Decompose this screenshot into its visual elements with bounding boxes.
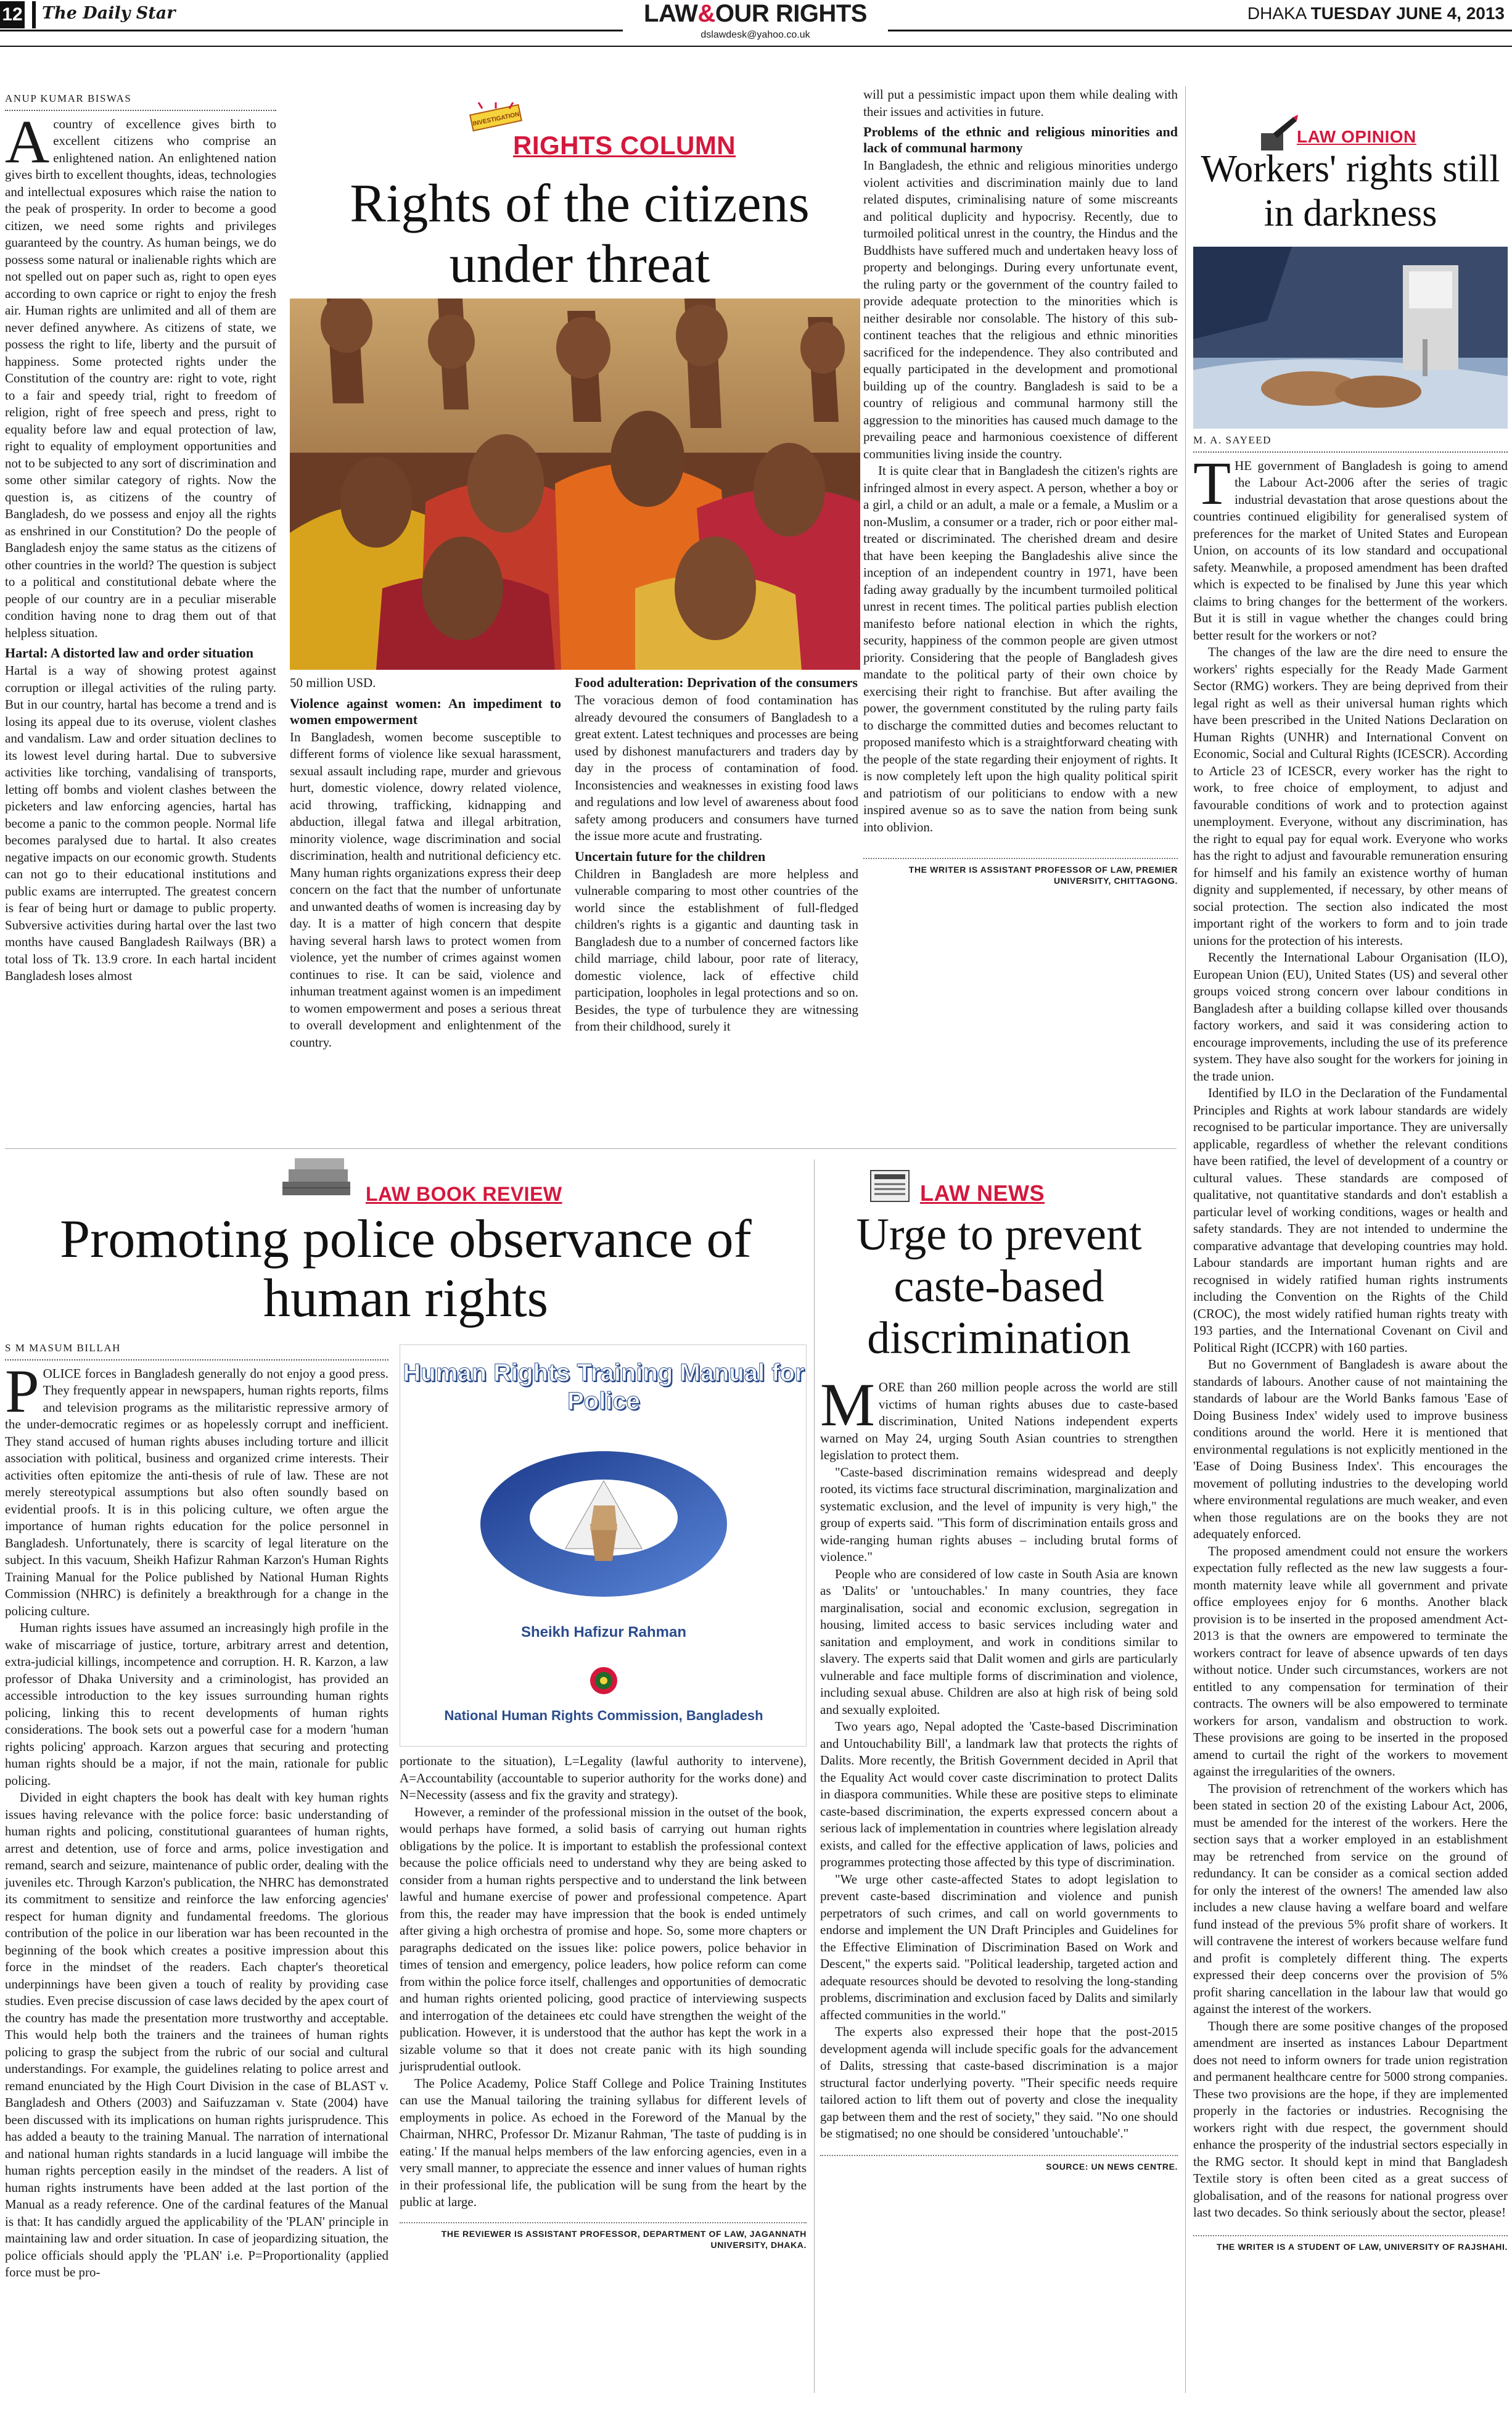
sewing-photo xyxy=(1193,247,1508,429)
writer-credit: THE WRITER IS ASSISTANT PROFESSOR OF LAW, PREMIER UNIVERSITY, CHITTAGONG. xyxy=(863,858,1178,886)
dropcap: T xyxy=(1193,448,1231,517)
paper-name: The Daily Star xyxy=(42,4,176,23)
subhead-violence: Violence against women: An impediment to women empowerment xyxy=(290,695,561,727)
book-publisher: National Human Rights Commission, Bangladesh xyxy=(444,1708,763,1723)
book-author: Sheikh Hafizur Rahman xyxy=(520,1624,687,1641)
book-review-col-2: portionate to the situation), L=Legality (lawful authority to intervene), A=Accountability (accountable to superior authority for the works done) and N=Necessity (assess and fix the gravity and strategy). However, a reminder of the professional mission in the outset of the book, would perhaps have formed, a solid basis of carrying out human rights obligations by the police. It is important to establish the professional context because the police officials need to understand why they are being asked to consider from a human rights perspective and to understand the link between lawful and humane exercise of power and professional competence. Apart from this, the reader may have impression that the book is ended untimely after giving a high orchestra of promise and hope. So, some more chapters or paragraphs dedicated on the issues like: police powers, police behavior in times of tension and emergency, police leaders, how police reform can come from within the police force itself, challenges and opportunities of democratic and human rights oriented policing, good practice of interviewing suspects and interrogation of the detainees etc could have strengthen the weight of the publication. However, it is understood that the author has kept the work in a sizable volume so that it does not create panic with its high sounding jurisprudential outlook. The Police Academy, Police Staff College and Police Training Institutes can use the Manual tailoring the training syllabus for different levels of employments in police. As echoed in the Foreword of the Manual by the Chairman, NHRC, Professor Dr. Mizanur Rahman, 'The taste of pudding is in eating.' If the manual helps members of the law enforcing agencies, even in a very small manner, to appreciate the essence and inner values of human rights in their professional life, the publication will be sung from the heart by the public at large. THE REVIEWER IS ASSISTANT PROFESSOR, DEPARTMENT OF LAW, JAGANNATH UNIVERSITY, DHAKA. xyxy=(400,1753,807,2250)
byline: M. A. SAYEED xyxy=(1193,432,1508,453)
dropcap: P xyxy=(5,1356,39,1425)
subhead-children: Uncertain future for the children xyxy=(575,848,766,864)
book-icon xyxy=(276,1157,356,1198)
kicker-book-review: LAW BOOK REVIEW xyxy=(366,1183,562,1205)
headline-book-review: Promoting police observance of human rights xyxy=(60,1209,752,1328)
section-title: LAW&OUR RIGHTS xyxy=(644,0,867,27)
source-credit: SOURCE: UN NEWS CENTRE. xyxy=(820,2155,1178,2172)
book-cover xyxy=(400,1344,807,1747)
kicker-rights-column: RIGHTS COLUMN xyxy=(513,131,736,160)
pen-hand-icon xyxy=(1261,115,1298,152)
dateline: DHAKA TUESDAY JUNE 4, 2013 xyxy=(1247,4,1505,23)
subhead-hartal: Hartal: A distorted law and order situation xyxy=(5,645,253,661)
headline-opinion: Workers' rights still in darkness xyxy=(1201,148,1500,234)
tag-icon xyxy=(467,102,524,133)
headline-rights: Rights of the citizens under threat xyxy=(350,174,810,294)
rights-col-1: ANUP KUMAR BISWAS Acountry of excellence gives birth to excellent citizens who comprise an enlightened nation. An enlightened nation gives birth to excellent thoughts, ideas, technologies and intellectual exposures which raise the nation to the peak of prosperity. In order to become a good citizen, we need some rights and privileges guaranteed by the country. As human beings, we do possess some natural or inalienable rights which are not spelled out on paper such as, right to open eyes according to own caprice or right to enjoy the fresh air. Human rights are unlimited and all of them are never defined anywhere. As citizens of state, we possess the right to life, liberty and the pursuit of happiness. Some protected rights under the Constitution of the country are: right to vote, right to a fair and speedy trial, right to freedom of religion, right of free speech and press, right to equality before law and equal protection of law, right to equality of employment opportunities and not to be subjected to any sort of discrimination and some other similar category of rights. Now the question is, as citizens of the country of Bangladesh, do we possess and enjoy all the rights as enshrined in our Constitution? Do the people of Bangladesh enjoy the same status as the citizens of other countries in the world? The question is subject to a political and constitutional debate where the people of our country are in a peculiar miserable condition having none to drag them out of that helpless situation. Hartal: A distorted law and order situation Hartal is a way of showing protest against corruption or illegal activities of the ruling party. But in our country, hartal has become a trend and is losing its appeal due to its overuse, violent clashes and vandalism. Law and order situation declines to its lowest level during hartal. Due to subversive activities like torching, vandalising of transports, letting off bombs and violent clashes between the picketers and law enforcing agencies, hartal has become a panic to the common people. Normal life becomes paralysed due to hartal. It also creates negative impacts on our economic growth. Students can not go to their educational institutions and public exams are interrupted. The greatest concern is fear of being hurt or damage to public property. Subversive activities during hartal over the last two months have caused Bangladesh Railways (BR) a total loss of Tk. 13.9 crore. In each hartal incident Bangladesh loses almost xyxy=(5,90,276,985)
ring-graphic xyxy=(473,1431,734,1616)
writer-credit: THE WRITER IS A STUDENT OF LAW, UNIVERSITY OF RAJSHAHI. xyxy=(1193,2235,1508,2252)
nhrc-logo xyxy=(589,1666,618,1695)
subhead-minorities: Problems of the ethnic and religious minorities and lack of communal harmony xyxy=(863,124,1178,155)
masthead xyxy=(0,0,1512,44)
headline-news: Urge to prevent caste-based discrimination xyxy=(856,1209,1142,1364)
law-opinion-body: M. A. SAYEED THE government of Bangladesh is going to amend the Labour Act-2006 after the series of tragic industrial devastation that arose questions about the countries continued eligibility for generalised system of preferences for the market of United States and European Union, on accounts of its low standard and occupational safety. Meanwhile, a proposed amendment has been drafted which is expected to be finalised by June this year which claims to bring changes for the betterment of the workers. But it is still in vague whether the changes could bring better result for the workers or not? The changes of the law are the dire need to ensure the workers' rights especially for the Ready Made Garment Sector (RMG) workers. They are being deprived from their legal right as well as their universal human rights which have been prescribed in the United Nations Declaration on Human Rights (UNHR) and International Convent on Economic, Social and Cultural Rights (ICESCR). According to Article 23 of ICESCR, every worker has the right to work, to free choice of employment, to adjust and favourable conditions of work and to protection against unemployment. Everyone, without any discrimination, has the right to equal pay for equal work. Everyone who works has the right to adjust and favourable remuneration ensuring for himself and his family an existence worthy of human dignity and supplemented, if necessary, by other means of social protection. The section also indicated the most important right of the workers to form and to join trade unions for the protection of his interests. Recently the International Labour Organisation (ILO), European Union (EU), United States (US) and several other groups voiced strong concern over labour conditions in Bangladesh after a building collapse killed over thousands factory workers, and said it was considering action to encourage improvements, including the use of its preference system. They have also sought for the workers for joining in the trade union. Identified by ILO in the Declaration of the Fundamental Principles and Rights at work labour standards are widely recognised to be particular importance. They are universally applicable, regardless of whether the relevant conditions have been ratified, the level of development of a country or cultural values. These standards are composed of qualitative, not quantitative standards and don't establish a particular level of working conditions, wages or health and safety standards. They are not intended to undermine the comparative advantage that developing countries may hold. Labour standards are important human rights and are recognised in widely ratified human rights instruments including the Convention on the Rights of the Child (CROC), the most widely ratified human rights treaty with 193 parties, and the International Covenant on Civil and Political Right (ICCPR) with 160 parties. But no Government of Bangladesh is aware about the standards of labours. Another cause of not maintaining the standards of labour are the World Banks famous 'Ease of Doing Business Index' widely used to improve business conditions around the world. Here it is mentioned that environmental regulations is not explicitly mentioned in the 'Ease of Doing Business Index'. This encourages the movement of polluting industries to the developing world where environmental regulations are much weaker, and even when those regulations are on the books they are not adequately enforced. The proposed amendment could not ensure the workers expectation fully reflected as the new law suggests a four-month maternity leave while all government and private office employees enjoy for 6 months. Another black provision is to be inserted in the proposed amendment Act-2013 is that the owners are empowered to terminate the workers contract for leave of absence upwards of ten days without notice. Under such circumstances, workers are not entitled to any compensation for termination of their contracts. The owners will be also empowered to terminate workers for arson, vandalism and obstruction to work. These provisions are going to be inserted in the proposed amend to curtail the right of the workers to movement against the irregularities of the owners. The provision of retrenchment of the workers which has been stated in section 20 of the existing Labour Act, 2006, must be amended for the interest of the workers. Here the section says that a worker employed in an establishment may be retrenched from service on the ground of redundancy. It can be consider as a comical section added for only the interest of the owners! The amended law also includes a new clause having a welfare board and welfare fund instead of the previous 5% profit share of workers. It will contravene the interest of workers because welfare fund and profit is completely different thing. The experts expressed their deep concerns over the provision of 5% profit sharing cancellation in the labour law that would go against the interest of the workers. Though there are some positive changes of the proposed amendment are inserted as instances Labour Department does not need to inform owners for trade union registration and permanent healthcare centre for 5000 strong companies. These two provisions are the hope, if they are implemented properly in the factories or industries. Recognising the workers right with due respect, the government should enhance the prosperity of the industrial sectors especially in the RMG sector. It should kept in mind that Bangladesh Textile story is often been cited as a great success of globalisation, and of the reasons for national progress over last two decades. So think seriously about the sector, please! THE WRITER IS A STUDENT OF LAW, UNIVERSITY OF RAJSHAHI. xyxy=(1193,432,1508,2252)
law-news-body: MORE than 260 million people across the world are still victims of human rights abuses due to caste-based discrimination, United Nations independent experts warned on May 24, urging South Asian countries to strengthen legislation to protect them. "Caste-based discrimination remains widespread and deeply rooted, its victims face structural discrimination, marginalization and systematic exclusion, and the level of impunity is very high," the group of experts said. "This form of discrimination entails gross and wide-ranging human rights abuses – including brutal forms of violence." People who are considered of low caste in South Asia are known as 'Dalits' or 'untouchables.' In many countries, they face marginalisation, social and economic exclusion, segregation in housing, limited access to basic services including water and sanitation and employment, and work in conditions similar to slavery. The experts said that Dalit women and girls are particularly vulnerable and face multiple forms of discrimination and violence, including sexual abuse. Children are also at high risk of being sold and sexually exploited. Two years ago, Nepal adopted the 'Caste-based Discrimination and Untouchability Bill', a landmark law that protects the rights of Dalits. More recently, the British Government decided in April that the Equality Act would cover caste discrimination to protect Dalits in diaspora communities. While these are positive steps to eliminate caste-based discrimination, the experts expressed concern about a serious lack of implementation in countries where legislation already exists, and called for the effective application of laws, policies and programmes protecting those affected by this type of discrimination. "We urge other caste-affected States to adopt legislation to prevent caste-based discrimination and violence and punish perpetrators of such crimes, and call on world governments to endorse and implement the UN Draft Principles and Guidelines for the Effective Elimination of Discrimination Based on Work and Descent," the experts said. "Political leadership, targeted action and adequate resources should be devoted to resolving the long-standing problems, discrimination and exclusion faced by Dalits and similarly affected communities in the world." The experts also expressed their hope that the post-2015 development agenda will include specific goals for the advancement of Dalits, stressing that caste-based discrimination is a major structural factor underlying poverty. "Their specific needs require tailored action to lift them out of poverty and close the inequality gap between them and the rest of society," they said. "No one should be stigmatised; no one should be considered 'untouchable'." SOURCE: UN NEWS CENTRE. xyxy=(820,1370,1178,2172)
page-number: 12 xyxy=(0,1,25,28)
protest-photo xyxy=(290,299,860,670)
book-review-col-1: S M MASUM BILLAH POLICE forces in Bangladesh generally do not enjoy a good press. They frequently appear in newspapers, human rights reports, films and television programs as the militaristic repressive armory of the under-democratic regimes or as hopelessly corrupt and inefficient. They stand accused of human rights abuses including torture and illicit association with political, business and organized crime interests. Their activities often epitomize the anti-thesis of rule of law. These are not merely stereotypical assumptions but also often soundly based on evidential proofs. It is in this policing culture, we often argue the importance of human rights education for the police personnel in Bangladesh. Unfortunately, there is scarcity of legal literature on the subject. In this vacuum, Sheikh Hafizur Rahman Karzon's Human Rights Training Manual for the Police published by National Human Rights Commission (NHRC) is definitely a breakthrough for a change in the policing culture. Human rights issues have assumed an increasingly high profile in the wake of miscarriage of justice, torture, arbitrary arrest and detention, extra-judicial killings, incompetence and corruption. H. R. Karzon, a law professor of Dhaka University and a criminologist, has provided an accessible introduction to the key issues surrounding human rights policing, linking this to recent developments of human rights considerations. The book sets out a powerful case for a modern 'human rights policing' approach. Karzon argues that securing and protecting human rights should be a major, if not the main, rationale for public policing. Divided in eight chapters the book has dealt with key human rights issues having relevance with the police force: basic understanding of human rights and policing, constitutional guarantees of human rights, arrest and detention, use of force and arms, police investigation and remand, search and seizure, maintenance of public order, dealing with the juveniles etc. Through Karzon's publication, the NHRC has demonstrated its commitment to sensitize and reinforce the law enforcing agencies' respect for human dignity and fundamental freedoms. The glorious contribution of the police in our liberation war has been recounted in the beginning of the book which creates a positive impression about this force in the mindset of the readers. Each chapter's theoretical underpinnings have been given a touch of reality by providing case studies. Even precise discussion of case laws decided by the apex court of the country has made the presentation more trustworthy and acceptable. This would help both the trainers and the trainees of human rights policing to grasp the subject from the rubric of our social and cultural understandings. For example, the guidelines relating to police arrest and remand enunciated by the High Court Division in the case of BLAST v. Bangladesh and Others (2003) and Saifuzzaman v. State (2004) have been discussed with its implications on human rights jurisprudence. This has added a beauty to the training Manual. The narration of international and national human rights standards in a lucid language will imbibe the human rights perception easily in the mindset of the readers. A list of human rights instruments have been added at the last portion of the Manual as a ready reference. One of the cardinal features of the Manual is that: It has candidly argued the applicability of the 'PLAN' principle in maintaining law and order situation. In case of jeopardizing situation, the police officials should apply the 'PLAN' i.e. P=Proportionality (applied force must be pro- xyxy=(5,1340,388,2281)
desk-email[interactable]: dslawdesk@yahoo.co.uk xyxy=(701,30,810,40)
rights-col-2: 50 million USD. Violence against women: An impediment to women empowerment In Bangladesh, women become susceptible to different forms of violence like sexual harassment, sexual assault including rape, murder and grievous hurt, domestic violence, dowry related violence, acid throwing, trafficking, kidnapping and abduction, illegal fatwa and illegal arbitration, minority violence, wage discrimination and social discrimination, health and nutritional deficiency etc. Many human rights organizations express their deep concern on the fact that the number of unfortunate and unwanted deaths of women is increasing day by day. It is a matter of high concern that despite having several harsh laws to protect women from violence, yet the number of crimes against women continues to rise. It can be said, violence and inhuman treatment against women is an impediment to women empowerment and poses a serious threat to overall development and enlightenment of the country. xyxy=(290,675,561,1050)
rights-col-3: Food adulteration: Deprivation of the consumers The voracious demon of food contamination has already devoured the consumers of Bangladesh to a great extent. Latest techniques and processes are being used by dishonest manufacturers and traders day by day in the process of contamination of food. Inconsistencies and weaknesses in existing food laws and regulations and low level of awareness about food safety among producers and consumers have turned the issue more acute and frustrating. Uncertain future for the children Children in Bangladesh are more helpless and vulnerable comparing to most other countries of the world since the establishment of full-fledged children's rights is a gigantic and daunting task in Bangladesh due to a number of concerned factors like child marriage, child labour, poor rate of literacy, domestic violence, lack of effective child participation, loopholes in legal protections and so on. Besides, the type of turbulence they are witnessing from their childhood, surely it xyxy=(575,675,858,1034)
rights-column-header xyxy=(290,86,869,296)
newspaper-icon xyxy=(869,1167,913,1204)
svg-text:INVESTIGATION: INVESTIGATION xyxy=(472,111,520,128)
law-book-review-header xyxy=(5,1153,807,1338)
writer-credit: THE REVIEWER IS ASSISTANT PROFESSOR, DEPARTMENT OF LAW, JAGANNATH UNIVERSITY, DHAKA. xyxy=(400,2222,807,2250)
law-news-header xyxy=(820,1153,1178,1375)
dropcap: M xyxy=(820,1370,875,1439)
book-title: Human Rights Training Manual for Police xyxy=(403,1359,805,1415)
dropcap: A xyxy=(5,107,50,176)
subhead-food: Food adulteration: Deprivation of the consumers xyxy=(575,675,858,690)
byline: ANUP KUMAR BISWAS xyxy=(5,90,276,111)
kicker-law-opinion: LAW OPINION xyxy=(1297,127,1416,146)
kicker-law-news: LAW NEWS xyxy=(920,1180,1045,1206)
byline: S M MASUM BILLAH xyxy=(5,1340,388,1361)
law-opinion-header xyxy=(1193,86,1508,247)
rights-col-4: will put a pessimistic impact upon them while dealing with their issues and activities in future. Problems of the ethnic and religious minorities and lack of communal harmony In Bangladesh, the ethnic and religious minorities undergo violent activities and discrimination mainly due to land related disputes, criminalising nature of some miscreants and political duplicity and hypocrisy. Recently, due to turmoiled political unrest in the country, the Hindus and the Buddhists have suffered much and undertaken heavy loss of property and belongings. During every unfortunate event, the ruling party or the government of the country failed to provide adequate protection to the minorities which is neither desirable nor consolable. The history of this sub-continent teaches that the religious and ethnic minorities sacrificed for the independence. They also contributed and equally participated in the development and promotional building up of the country. Bangladesh is said to be a country of religious and communal harmony still the aggression to the minorities has caused much damage to the prevailing peace and harmonious coexistence of different communities living inside the country. It is quite clear that in Bangladesh the citizen's rights are infringed almost in every aspect. A person, whether a boy or a girl, a child or an adult, a male or a female, a Muslim or a non-Muslim, a consumer or a trader, rich or poor either mal-treated or discriminated. The cherished dream and desire that have been keeping the Bangladeshis alive since the inception of an independent country in 1971, have been fading away gradually by the incumbent turmoiled political unrest in recent times. The political parties publish election manifesto before national election in which the rights, security, happiness of the common people are given utmost priority. Considering that the people of Bangladesh gives mandate to the political party of their own choice by exercising their right to franchise. But after availing the power, the government constituted by the ruling party fails to discharge the committed duties and becomes reluctant to proposed manifesto which is a straightforward cheating with the people of the state regarding their enjoyment of rights. It is now completely left upon the high quality political spirit and patriotism of our politicians to endow with a new inspired avenue so as to save the nation from being sunk into oblivion. THE WRITER IS ASSISTANT PROFESSOR OF LAW, PREMIER UNIVERSITY, CHITTAGONG. xyxy=(863,87,1178,886)
